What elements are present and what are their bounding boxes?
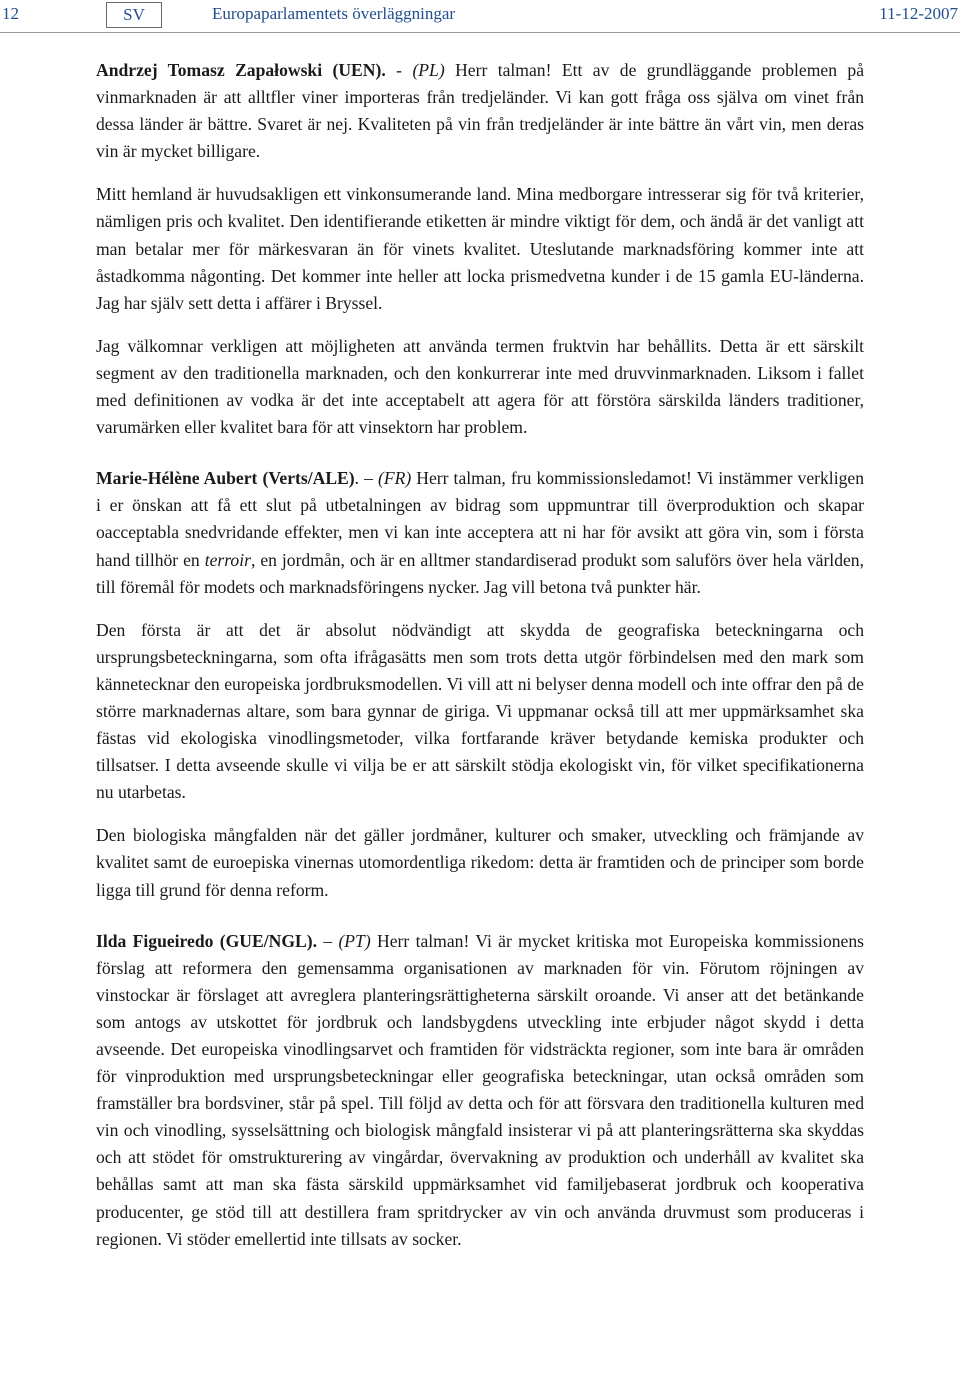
speech-text: Herr talman! Vi är mycket kritiska mot Europeiska kommissionens förslag att reformera den gemensamma organisationen av marknaden för vin. Förutom röjningen av vinstockar är förslaget att avreglera planteringsrättigheterna särskilt oroande. Vi anser att det betänkande som antogs av utskottet för jordbruk och landsbygdens utveckling inte erbjuder något skydd i detta avseende. Det europeiska vinodlingsarvet och framtiden för vidsträckta regioner, som inte bara är områden för vinproduktion med ursprungsbeteckningar eller geografiska beteckningar, utan också områden som framställer bra bordsviner, står på spel. Till följd av detta och för att försvara den traditionella kulturen med vin och vinodling, sysselsättning och biologisk mångfald insisterar vi på att planteringsrätterna ska skyddas och att stödet för omstrukturering av vingårdar, övervakning av produktion och underhåll av kvalitet ska behållas samt att man ska fästa särskild uppmärksamhet vid familjebaserat jordbruk och kooperativa producenter, ge stöd till att destillera fram spritdrycker av vin och använda druvmust som produceras i regionen. Vi stöder emellertid inte tillsats av socker. — [96, 930, 864, 1249]
speaker-name: Marie-Hélène Aubert (Verts/ALE) — [96, 468, 355, 489]
publication-title: Europaparlamentets överläggningar — [212, 4, 456, 23]
page-number: 12 — [2, 4, 19, 23]
session-date: 11-12-2007 — [879, 4, 958, 23]
speech-paragraph: Den första är att det är absolut nödvändigt att skydda de geografiska beteckningarna och ursprungsbeteckningarna, som ofta ifrågasätts men som trots detta utgör förbindelsen med den mark som kännetecknar den europeiska jordbruksmodellen. Vi vill att ni belyser denna modell och inte offrar den på de större marknadernas altare, som bara gynnar de giriga. Vi uppmanar också till att mer uppmärksamhet ska fästas vid ekologiska vinodlingsmetoder, vilka fortfarande kräver betydande kemiska produkter och tillsatser. I detta avseende skulle vi vilja be er att särskilt stödja ekologiskt vin, för vilket specifikationerna nu utarbetas. — [96, 619, 864, 803]
page-header — [0, 0, 960, 33]
speaker-name: Andrzej Tomasz Zapałowski (UEN). — [96, 60, 386, 80]
speech-opening-paragraph — [96, 57, 864, 165]
speech-separator: - — [385, 60, 413, 80]
speech-text: Herr talman! Ett av de grundläggande problemen på vinmarknaden är att alltfler viner importeras från tredjeländer. Vi kan gott fråga oss själva om vinet från dessa länder är bättre. Svaret är nej. Kvaliteten på vin från tredjeländer är inte bättre än vårt vin, men deras vin är mycket billigare. — [96, 60, 864, 162]
italic-term: terroir — [204, 549, 251, 570]
speaker-name: Ilda Figueiredo (GUE/NGL). — [96, 930, 318, 951]
language-code: (FR) — [377, 468, 412, 489]
document-body — [96, 57, 864, 1269]
language-code: (PL) — [412, 60, 445, 80]
speech-opening-paragraph — [96, 465, 864, 600]
speech-separator: – — [317, 930, 339, 951]
speech-paragraph: Den biologiska mångfalden när det gäller jordmåner, kulturer och smaker, utveckling och främjande av kvalitet samt de euroepiska vinernas utomordentliga rikedom: detta är framtiden och de principer som borde ligga till grund för denna reform. — [96, 825, 864, 900]
speech-paragraph: Jag välkomnar verkligen att möjligheten att använda termen fruktvin har behållits. Detta är ett särskilt segment av den traditionella marknaden, och den konkurrerar inte med druvvinmarknaden. Liksom i fallet med definitionen av vodka är det inte acceptabelt att agera för att förstöra särskilda länders traditioner, varumärken eller kvalitet bara för att vinsektorn har problem. — [96, 335, 864, 438]
speech-separator: . – — [354, 468, 378, 489]
speech-text: , en jordmån, och är en alltmer standardiserad produkt som saluförs över hela världen, till föremål för modets och marknadsföringens nycker. Jag vill betona två punkter här. — [96, 549, 864, 597]
language-badge: SV — [106, 2, 162, 28]
speech-paragraph: Mitt hemland är huvudsakligen ett vinkonsumerande land. Mina medborgare intresserar sig för två kriterier, nämligen pris och kvalitet. Den identifierande etiketten är mindre viktigt för dem, och ändå är det vanligt att man betalar mer för märkesvaran än för vinets kvalitet. Uteslutande marknadsföring kommer inte att åstadkomma någonting. Det kommer inte heller att locka prismedvetna kunder i de 15 gamla EU-länderna. Jag har själv sett detta i affärer i Bryssel. — [96, 184, 864, 313]
speech-opening-paragraph — [96, 928, 864, 1253]
language-code: (PT) — [338, 930, 371, 951]
speech-text: Herr talman, fru kommissionsledamot! Vi instämmer verkligen i er önskan att få ett slut på utbetalningen av bidrag som uppmuntrar till överproduktion och skapar oacceptabla snedvridande effekter, men vi kan inte acceptera att ni har för avsikt att göra vin, som i första hand tillhör en — [96, 468, 864, 570]
